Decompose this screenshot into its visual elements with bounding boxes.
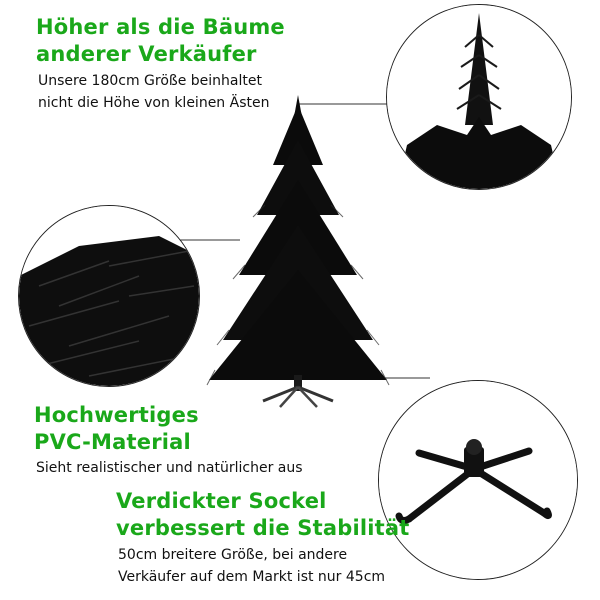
treetop-detail-image [387, 5, 571, 189]
material-desc-line1: Sieht realistischer und natürlicher aus [36, 460, 303, 476]
height-title-line2: anderer Verkäufer [36, 42, 257, 66]
base-title [116, 488, 410, 542]
material-title [34, 402, 199, 456]
base-description [118, 544, 385, 588]
base-desc-line2: Verkäufer auf dem Markt ist nur 45cm [118, 569, 386, 585]
height-desc-line1: Unsere 180cm Größe beinhaltet [38, 73, 262, 89]
stand-detail-image [379, 381, 577, 579]
base-title-line1: Verdickter Sockel [116, 489, 327, 513]
christmas-tree-image [205, 95, 390, 410]
detail-circle-branches [18, 205, 200, 387]
height-desc-line2: nicht die Höhe von kleinen Ästen [38, 95, 270, 111]
base-title-line2: verbessert die Stabilität [116, 516, 410, 540]
detail-circle-stand [378, 380, 578, 580]
detail-circle-treetop [386, 4, 572, 190]
branch-detail-image [19, 206, 199, 386]
height-title-line1: Höher als die Bäume [36, 15, 285, 39]
base-desc-line1: 50cm breitere Größe, bei andere [118, 547, 348, 563]
material-description [36, 457, 303, 479]
material-title-line2: PVC-Material [34, 430, 191, 454]
material-title-line1: Hochwertiges [34, 403, 199, 427]
